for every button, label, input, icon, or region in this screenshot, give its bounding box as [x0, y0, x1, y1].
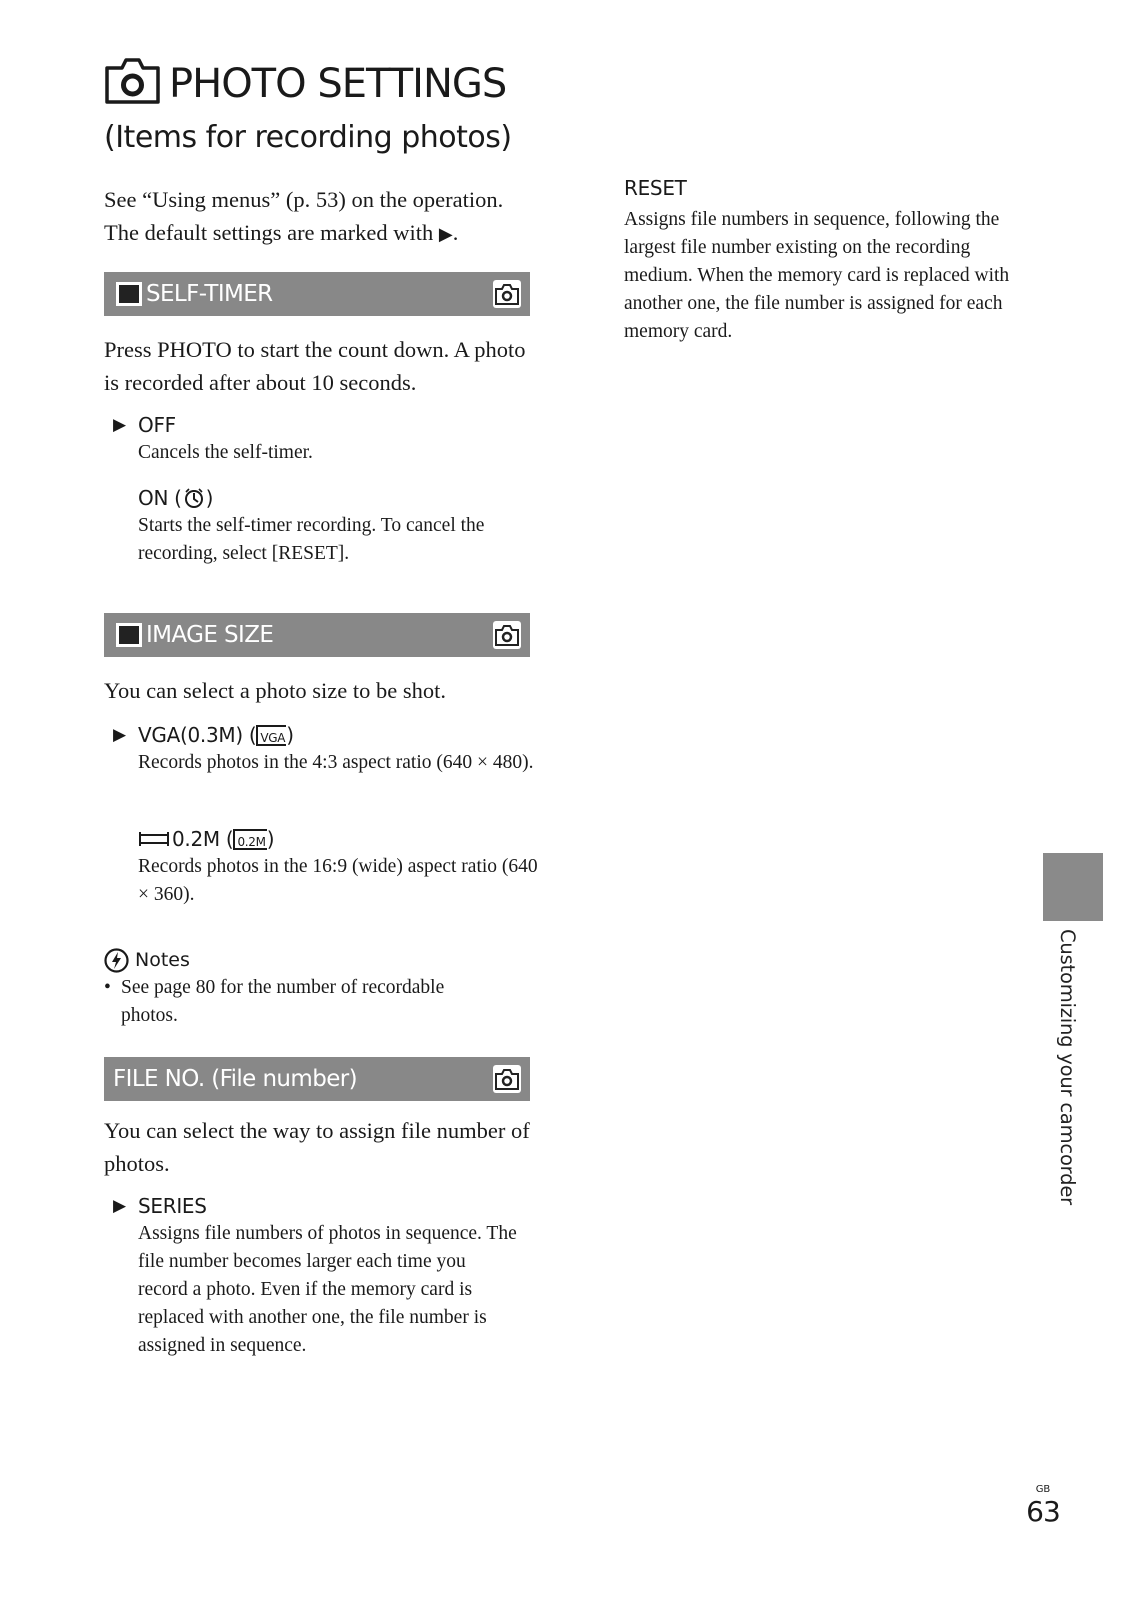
default-marker-icon: ▶ — [113, 725, 126, 745]
default-marker-icon: ▶ — [438, 224, 453, 244]
bullet-icon: • — [104, 977, 111, 998]
option-description: Assigns file numbers in sequence, following the largest file number existing on the recording medium. When the memory card is replaced with another one, the file number is assigned for each memory card. — [624, 209, 1010, 342]
chapter-tab[interactable] — [1043, 853, 1103, 921]
page-subtitle: (Items for recording photos) — [104, 120, 512, 155]
notes-title: Notes — [135, 949, 190, 971]
size-0-2m-icon: 0.2M — [233, 829, 266, 850]
option-label: OFF — [138, 413, 176, 437]
option-label: SERIES — [138, 1194, 207, 1218]
option-self-timer-off — [113, 411, 553, 467]
region-code: GB — [1035, 1484, 1051, 1495]
option-label: VGA(0.3M) ( — [138, 723, 257, 747]
file-no-description: You can select the way to assign file number of photos. — [104, 1118, 530, 1176]
default-marker-icon: ▶ — [113, 1196, 126, 1216]
option-label: RESET — [624, 176, 687, 200]
self-timer-icon — [183, 487, 205, 509]
page-header — [104, 56, 507, 107]
intro-text — [104, 183, 544, 251]
option-label: ON ( — [138, 486, 182, 510]
image-size-description: You can select a photo size to be shot. — [104, 678, 447, 703]
intro-line-2 — [104, 216, 544, 251]
option-description: Records photos in the 4:3 aspect ratio (640 × 480). — [138, 752, 534, 773]
rec-mode-icon — [114, 279, 144, 309]
section-bar-file-no — [104, 1057, 530, 1101]
option-label: 0.2M ( — [172, 827, 234, 851]
section-title-image-size: IMAGE SIZE — [146, 622, 274, 648]
option-description: Cancels the self-timer. — [138, 442, 313, 463]
photo-camera-icon — [492, 620, 522, 650]
option-file-no-series — [113, 1192, 553, 1360]
option-description: Assigns file numbers of photos in sequence. The file number becomes larger each time you record a photo. Even if the memory card is replaced with another one, the file number is assigned in sequence. — [138, 1223, 517, 1356]
default-marker-icon: ▶ — [113, 415, 126, 435]
camera-icon — [104, 56, 161, 104]
page-title: PHOTO SETTINGS — [169, 61, 507, 107]
rec-mode-icon — [114, 620, 144, 650]
chapter-tab-label: Customizing your camcorder — [1056, 929, 1079, 1205]
notes-item-text: See page 80 for the number of recordable photos. — [121, 977, 445, 1026]
wide-aspect-icon — [138, 830, 170, 848]
notes-item — [104, 974, 544, 1030]
option-description: Starts the self-timer recording. To cancel the recording, select [RESET]. — [138, 515, 485, 564]
notes-block — [104, 946, 544, 1030]
notes-caution-icon — [104, 948, 129, 973]
section-title-file-no: FILE NO. (File number) — [113, 1066, 357, 1092]
option-label-suffix: ) — [205, 486, 214, 510]
option-label-suffix: ) — [266, 827, 275, 851]
vga-size-icon: VGA — [256, 725, 286, 746]
intro-line-1: See “Using menus” (p. 53) on the operation. — [104, 187, 504, 212]
page-number-value: 63 — [1026, 1495, 1060, 1528]
self-timer-description: Press PHOTO to start the count down. A photo is recorded after about 10 seconds. — [104, 337, 526, 395]
option-file-no-reset — [624, 176, 1014, 346]
section-bar-image-size — [104, 613, 530, 657]
page-number — [1026, 1484, 1060, 1528]
option-description: Records photos in the 16:9 (wide) aspect ratio (640 × 360). — [138, 856, 538, 905]
option-image-size-vga — [113, 721, 553, 777]
photo-camera-icon — [492, 279, 522, 309]
option-self-timer-on — [113, 484, 553, 568]
intro-line-2-suffix: . — [452, 220, 459, 245]
section-bar-self-timer — [104, 272, 530, 316]
section-title-self-timer: SELF-TIMER — [146, 281, 273, 307]
photo-camera-icon — [492, 1064, 522, 1094]
option-image-size-0-2m — [113, 825, 553, 909]
option-label-suffix: ) — [286, 723, 294, 747]
intro-line-2-prefix: The default settings are marked with — [104, 220, 439, 245]
